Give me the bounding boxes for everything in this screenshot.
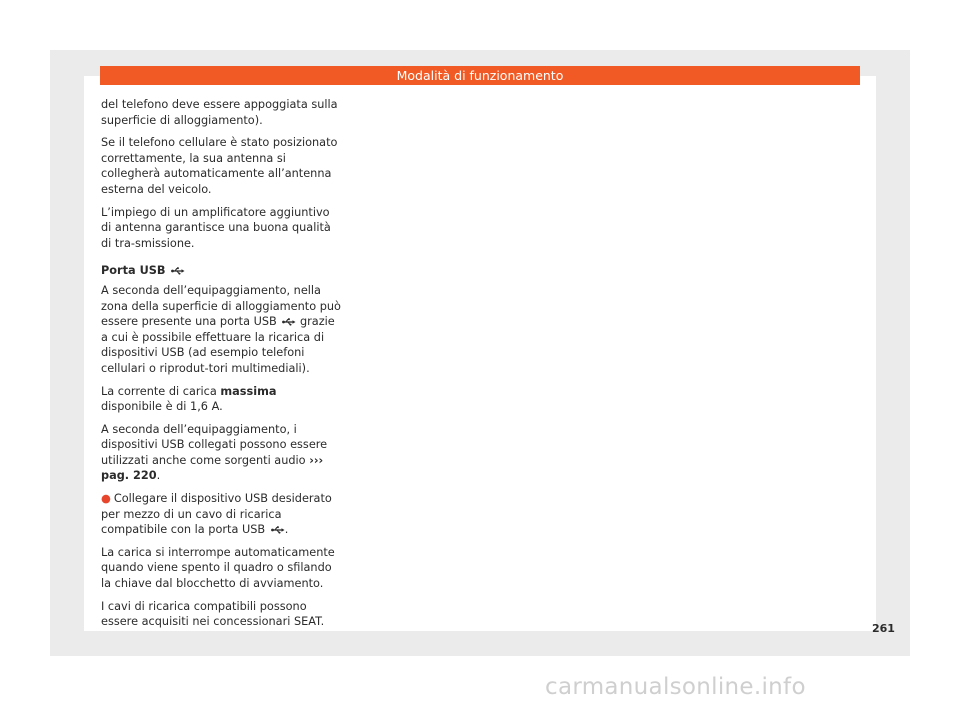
text-run: Collegare il dispositivo USB desiderato per mezzo di un cavo di ricarica compatibile con la porta USB: [101, 492, 332, 537]
text-run: disponibile è di 1,6 A.: [101, 400, 223, 414]
section-heading: [101, 263, 341, 279]
usb-icon: [282, 318, 296, 326]
paragraph: La carica si interrompe automaticamente quando viene spento il quadro o sfilando la chiave dal blocchetto di avviamento.: [101, 545, 335, 591]
paragraph: [101, 283, 341, 377]
bold-text: massima: [220, 384, 277, 398]
paragraph: I cavi di ricarica compatibili possono essere acquisiti nei concessionari SEAT.: [101, 599, 325, 629]
text-run: La corrente di carica: [101, 384, 217, 398]
paragraph: [101, 384, 341, 415]
paragraph: Se il telefono cellulare è stato posizionato correttamente, la sua antenna si collegherà automaticamente all’antenna esterna del veicolo.: [101, 136, 338, 196]
usb-icon: [171, 267, 185, 275]
text-column: [101, 97, 341, 637]
paragraph: del telefono deve essere appoggiata sulla superficie di alloggiamento).: [101, 98, 338, 127]
section-header: Modalità di funzionamento: [100, 66, 860, 85]
bullet-dot: ●: [101, 492, 111, 506]
text-run: .: [156, 469, 161, 483]
page-number: 261: [872, 622, 895, 635]
page-reference-link[interactable]: ››› pag. 220: [101, 453, 324, 483]
heading-text: Porta USB: [101, 264, 166, 278]
paragraph: L’impiego di un amplificatore aggiuntivo di antenna garantisce una buona qualità di tra-smissione.: [101, 205, 331, 250]
usb-icon: [271, 526, 285, 534]
text-run: .: [284, 523, 289, 537]
paragraph: [101, 422, 341, 484]
text-run: A seconda dell’equipaggiamento, nella zona della superficie di alloggiamento può essere presente una porta USB: [101, 283, 341, 329]
watermark-logo: carmanualsonline.info: [545, 674, 806, 700]
bullet-item: [101, 491, 341, 538]
text-run: A seconda dell’equipaggiamento, i dispositivi USB collegati possono essere utilizzati anche come sorgenti audio: [101, 422, 328, 467]
text-run: grazie a cui è possibile effettuare la ricarica di dispositivi USB (ad esempio telefoni cellulari o riprodut-tori multimediali).: [101, 315, 335, 375]
